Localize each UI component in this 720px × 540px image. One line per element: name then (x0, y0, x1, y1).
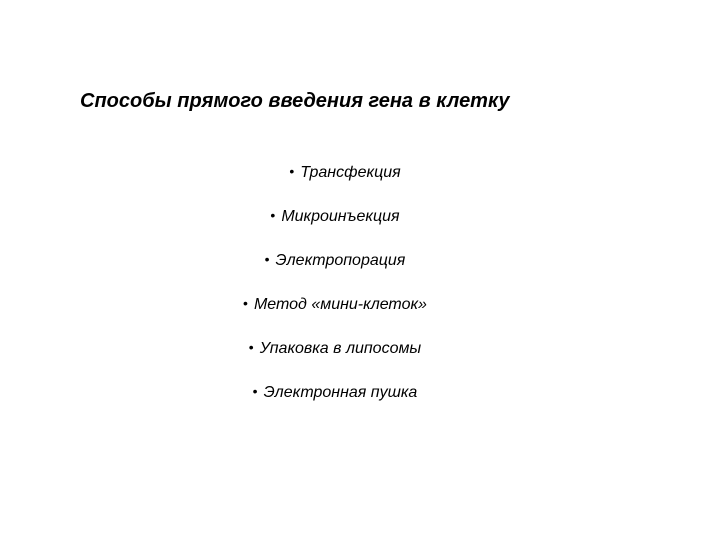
list-item (0, 290, 670, 334)
bullet-icon: • (243, 295, 248, 311)
bullet-icon: • (252, 383, 258, 399)
list-item-text: Электропорация (275, 252, 406, 269)
list-item (0, 158, 670, 202)
list-item-text: Метод «мини-клеток» (253, 296, 427, 313)
list-item-text: Трансфекция (300, 164, 401, 181)
list-item (0, 202, 670, 246)
bullet-list (0, 158, 670, 422)
list-item-text: Электронная пушка (263, 384, 418, 401)
list-item-text: Микроинъекция (281, 208, 400, 225)
bullet-icon: • (270, 207, 276, 223)
list-item (0, 378, 670, 422)
bullet-icon: • (264, 251, 270, 267)
bullet-icon: • (248, 339, 254, 355)
bullet-icon: • (289, 163, 295, 179)
list-item (0, 246, 670, 290)
slide-title: Способы прямого введения гена в клетку (80, 90, 510, 112)
list-item-text: Упаковка в липосомы (259, 340, 422, 357)
list-item (0, 334, 670, 378)
